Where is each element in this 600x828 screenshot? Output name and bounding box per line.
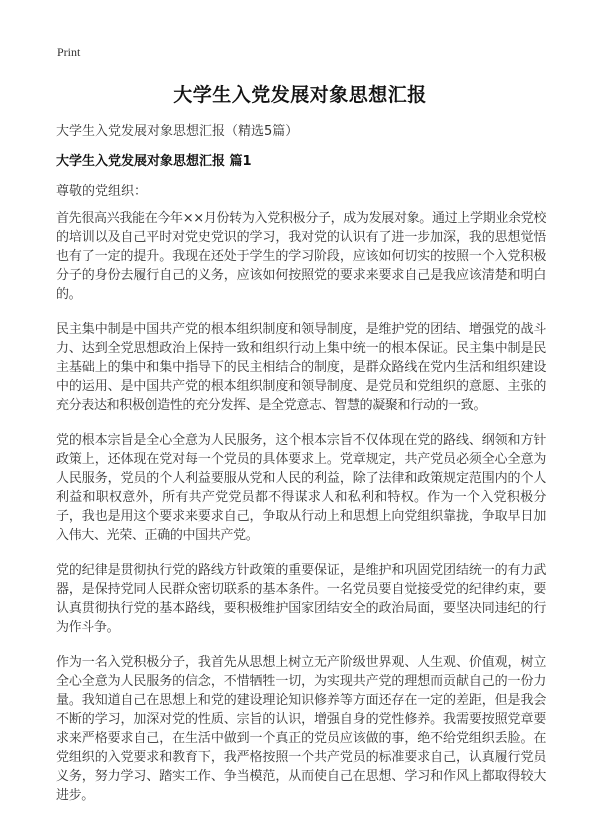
paragraph-4: 党的纪律是贯彻执行党的路线方针政策的重要保证，是维护和巩固党团结统一的有力武器，是保持党同人民群众密切联系的基本条件。一名党员要自觉接受党的纪律约束，要认真贯彻执行党的基本路线，要积极维护国家团结安全的政治局面，要坚决同违纪的行为作斗争。 bbox=[56, 563, 546, 635]
body-paragraphs bbox=[56, 209, 546, 821]
print-label: Print bbox=[57, 45, 81, 59]
paragraph-1: 首先很高兴我能在今年××月份转为入党积极分子，成为发展对象。通过上学期业余党校的培训以及自己平时对党史党识的学习，我对党的认识有了进一步加深，我的思想觉悟也有了一定的提升。我现在还处于学生的学习阶段，应该如何切实的按照一个入党积极分子的身份去履行自己的义务，应该如何按照党的要求来要求自己是我应该清楚和明白的。 bbox=[56, 211, 546, 302]
paragraph-2: 民主集中制是中国共产党的根本组织制度和领导制度，是维护党的团结、增强党的战斗力、达到全党思想政治上保持一致和组织行动上集中统一的根本保证。民主集中制是民主基础上的集中和集中指导下的民主相结合的制度，是群众路线在党内生活和组织建设中的运用、是中国共产党的根本组织制度和领导制度、是党员和党组织的意愿、主张的充分表达和积极创造性的充分发挥、是全党意志、智慧的凝聚和行动的一致。 bbox=[56, 322, 546, 413]
document-subtitle: 大学生入党发展对象思想汇报（精选5篇） bbox=[56, 124, 299, 139]
paragraph-5: 作为一名入党积极分子，我首先从思想上树立无产阶级世界观、人生观、价值观，树立全心全意为人民服务的信念，不惜牺牲一切，为实现共产党的理想而贡献自己的一份力量。我知道自己在思想上和党的建设理论知识修养等方面还存在一定的差距，但是我会不断的学习，加深对党的性质、宗旨的认识，增强自身的党性修养。我需要按照党章要求来严格要求自己，在生活中做到一个真正的党员应该做的事，绝不给党组织丢脸。在党组织的入党要求和教育下，我严格按照一个共产党员的标准要求自己，认真履行党员义务，努力学习、踏实工作、争当模范，从而使自己在思想、学习和作风上都取得较大进步。 bbox=[56, 655, 546, 803]
greeting-line: 尊敬的党组织： bbox=[56, 184, 148, 199]
paragraph-3: 党的根本宗旨是全心全意为人民服务，这个根本宗旨不仅体现在党的路线、纲领和方针政策上，还体现在党对每一个党员的具体要求上。党章规定，共产党员必须全心全意为人民服务，党员的个人利益要服从党和人民的利益，除了法律和政策规定范围内的个人利益和职权意外，所有共产党党员都不得谋求人和私利和特权。作为一个入党积极分子，我也是用这个要求来要求自己，争取从行动上和思想上向党组织靠拢，争取早日加入伟大、光荣、正确的中国共产党。 bbox=[56, 433, 546, 543]
section-heading: 大学生入党发展对象思想汇报 篇1 bbox=[56, 154, 252, 169]
page-title: 大学生入党发展对象思想汇报 bbox=[173, 84, 427, 106]
